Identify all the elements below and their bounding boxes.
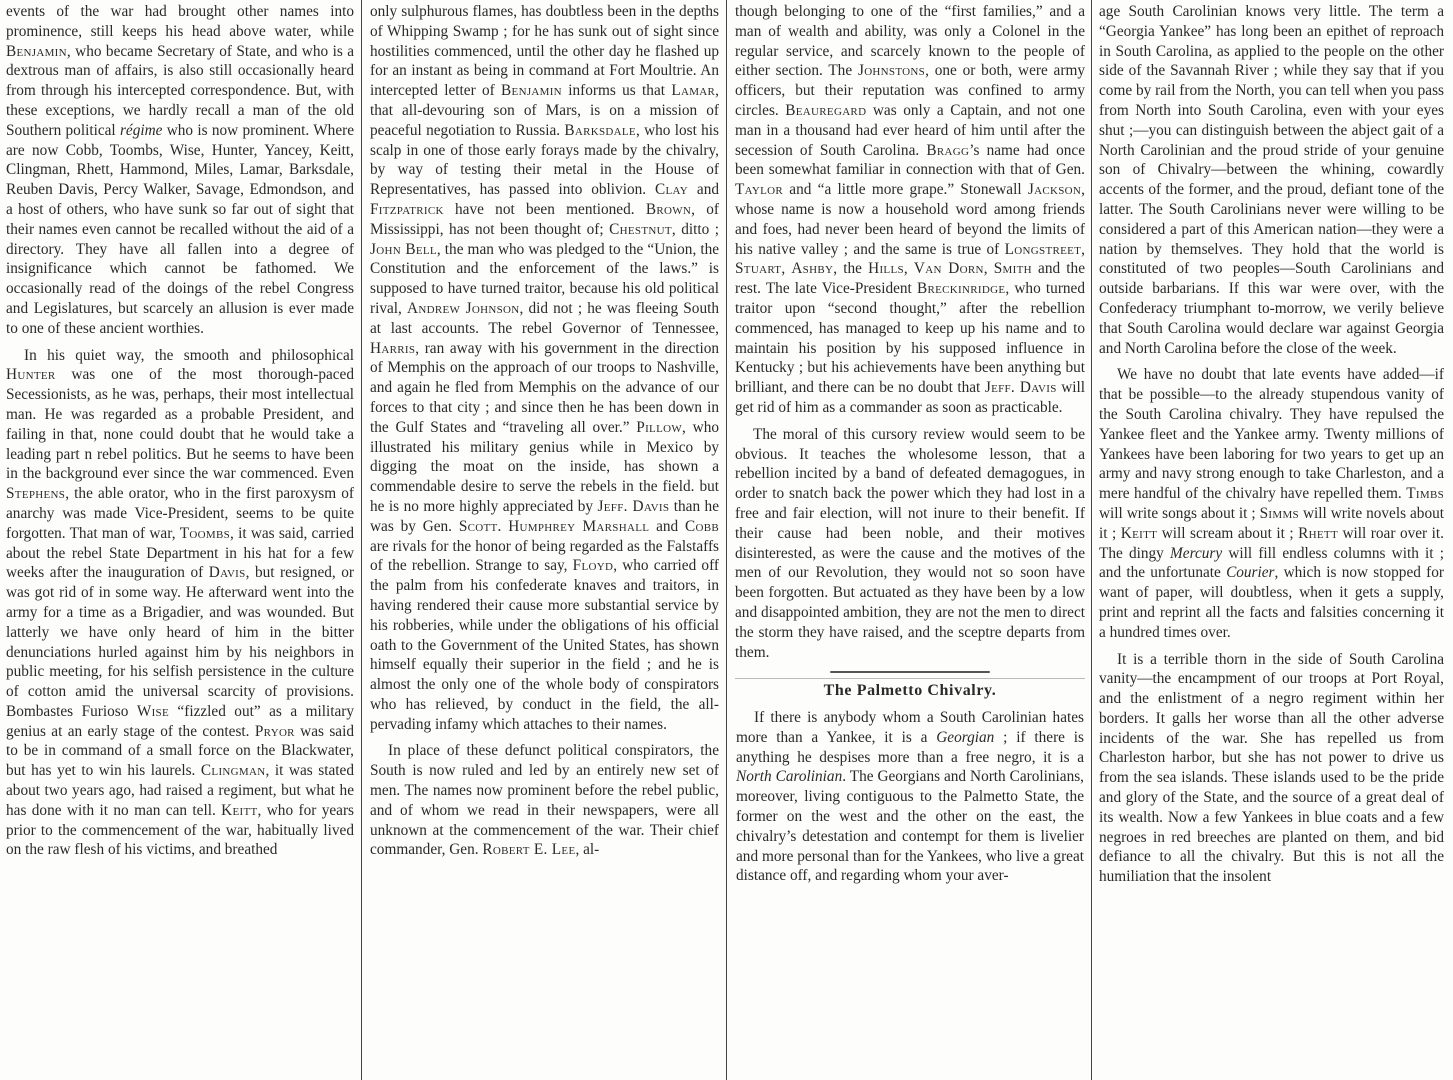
text-run: , who became Secretary of State, and who is a dextrous man of affairs, is also still occasionally heard from through his intercepted correspondence. But, with these exceptions, we hardly recall a man of the old Southern political [6, 42, 354, 139]
proper-name: Barksdale [564, 121, 636, 139]
text-run: ’s name had once been somewhat familiar in connection with that of Gen. [735, 141, 1085, 179]
proper-name: Humphrey Marshall [508, 517, 650, 535]
text-run: , who turned traitor upon “second thought,” after the rebellion commenced, has managed to keep up his name and to maintain his position by his supposed influence in Kentucky ; but his achievements have been anything but brilliant, and there can be no doubt that [735, 280, 1085, 397]
text-run: , al- [575, 841, 600, 859]
proper-name: Keitt [1120, 524, 1158, 542]
paragraph [1099, 365, 1444, 642]
proper-name: Cobb [684, 517, 719, 535]
text-run: have not been mentioned. [443, 200, 646, 218]
text-run: age South Carolinian knows very little. The term a “Georgia Yankee” has long been an epithet of reproach in South Carolina, as applied to the people on the other side of the Savannah River ; while they say that if you come by rail from the North, you can tell when you pass from North into South Carolina, even with your eyes shut ;—you can distinguish between the abject gait of a North Carolinian and the proud stride of your genuine son of Chivalry—between the whining, cowardly accents of the former, and the proud, defiant tone of the latter. The South Carolinians never were willing to be considered a part of this American nation—they were a nation by themselves. They hold that the world is constituted of two peoples—South Carolinians and outside barbarians. If this war were over, with the Confederacy triumphant to-morrow, we verily believe that South Carolina would declare war against Georgia and North Carolina before the close of the week. [1099, 3, 1444, 357]
proper-name: Van Dorn [913, 260, 984, 278]
paragraph [736, 708, 1084, 886]
text-run: , the man who was pledged to the “Union, the Constitution and the enforcement of the laws.” is supposed to have turned traitor, because his old political rival, [370, 240, 719, 317]
text-run: We have no doubt that late events have added—if that be possible—to the already stupendous vanity of the South Carolina chivalry. They have repulsed the Yankee fleet and the Yankee army. Twenty millions of Yankees have been laboring for two years to get up an army and navy strong enough to take Charleston, and a mere handful of the chivalry have repelled them. [1099, 366, 1444, 503]
text-run: , [781, 260, 792, 278]
proper-name: Scott [458, 517, 498, 535]
proper-name: Wise [136, 702, 169, 720]
column-rule [1091, 0, 1092, 1080]
text-run: informs us that [561, 82, 672, 100]
text-run: , that all-devouring son of Mars, is on a mission of peaceful negotiation to Russia. [370, 82, 719, 139]
text-run: . [497, 517, 509, 535]
column-rule [361, 0, 362, 1080]
paragraph [6, 346, 354, 861]
section-heading: The Palmetto Chivalry. [823, 682, 997, 700]
paragraph [370, 2, 719, 734]
proper-name: Chestnut [609, 220, 672, 238]
italic-text: Mercury [1170, 544, 1223, 562]
column-1 [6, 2, 354, 1080]
text-run: , who for years prior to the commencement of the war, habitually lived on the raw flesh of his victims, and breathed [6, 801, 354, 859]
text-run: . The Georgians and North Carolinians, moreover, living contiguous to the Palmetto State, the former on the west and the other on the east, the chivalry’s detestation and contempt for them is livelier and more personal than for the Yankees, who live a great distance off, and regarding whom your aver- [736, 768, 1084, 885]
column-3 [735, 2, 1085, 1080]
proper-name: Floyd [572, 557, 614, 575]
proper-name: Timbs [1406, 485, 1444, 503]
section-divider [830, 671, 990, 673]
text-run: , whose name is now a household word among friends and foes, had never been heard of beyond the limits of his native valley ; and the same is true of [735, 181, 1085, 258]
text-run: , but resigned, or was got rid of in some way. He afterward went into the army for a time as a Brigadier, and was wounded. But latterly we have only heard of him in the bitter denunciations hurled against him by his neighbors in public meeting, for his selfish persistence in the culture of cotton amid the universal scarcity of provisions. Bombastes Furioso [6, 564, 354, 720]
text-run: , one or both, were army officers, but their reputation was confined to army circles. [735, 62, 1085, 119]
text-run: will get rid of him as a commander as soon as practicable. [735, 379, 1085, 416]
proper-name: Simms [1259, 504, 1299, 522]
text-run: , [1081, 240, 1085, 258]
proper-name: Hills [868, 260, 904, 278]
text-run: was only a Captain, and not one man in a thousand had ever heard of him until after the secession of South Carolina. [735, 101, 1085, 159]
text-run: will scream about it ; [1157, 524, 1299, 542]
proper-name: Jackson [1027, 181, 1082, 199]
proper-name: Benjamin [6, 42, 67, 60]
italic-text: Georgian [936, 728, 995, 746]
text-run: was one of the most thorough-paced Secessionists, as he was, perhaps, their most intellectual man. He was regarded as a probable President, and failing in that, none could doubt that he would take a leading part n rebel politics. But he seems to have been in the background ever since the war commenced. Even [6, 366, 354, 483]
proper-name: Clingman [200, 762, 266, 780]
column-3-article [735, 2, 1085, 662]
text-run: ; if there is anything he despises more than a free negro, it is a [736, 728, 1084, 766]
text-run: and [688, 181, 719, 199]
text-run: , the [833, 260, 869, 278]
proper-name: Andrew Johnson [407, 299, 520, 317]
text-run: In place of these defunct political conspirators, the South is now ruled and led by an entirely new set of men. The names now prominent before the rebel public, and of whom we read in their newspapers, were all unknown at the commencement of the war. Their chief commander, Gen. [370, 742, 719, 859]
proper-name: Smith [993, 260, 1032, 278]
proper-name: Brown [645, 200, 692, 218]
proper-name: Stuart [735, 260, 782, 278]
text-run: was said to be in command of a small force on the Blackwater, but has yet to win his laurels. [6, 722, 354, 780]
text-run: are rivals for the honor of being regarded as the Falstaffs of the rebellion. Strange to say, [370, 537, 719, 575]
text-run: , who carried off the palm from his confederate knaves and traitors, in having rendered their cause more substantial service by his robberies, while under the obligations of his official oath to the Government of the United States, has shown himself equally their superior in the field ; and he is almost the only one of the whole body of conspirators who has relieved, by conduct in the field, the all-pervading infamy which attaches to their names. [370, 557, 719, 733]
proper-name: Hunter [6, 366, 56, 384]
text-run: , did not ; he was fleeing South at last accounts. The rebel Governor of Tennessee, [370, 299, 719, 337]
text-run: and “a little more grape.” Stonewall [783, 181, 1028, 199]
text-run: events of the war had brought other names into prominence, still keeps his head above water, while [6, 3, 354, 40]
proper-name: Fitzpatrick [370, 200, 444, 218]
column-4 [1099, 2, 1444, 1080]
text-run: The moral of this cursory review would seem to be obvious. It teaches the wholesome lesson, that a rebellion incited by a band of defeated demagogues, in order to snatch back the power which they had lost in a free and fair election, will not inure to their benefit. If their cause had been noble, and their motives disinterested, as were the cause and the motives of the men of our Revolution, they would not so soon have been forgotten. But actuated as they have been by a low and disappointed ambition, they are not the men to direct the storm they have raised, and the sceptre departs from them. [735, 425, 1085, 661]
proper-name: Harris [370, 339, 416, 357]
italic-text: Courier [1226, 564, 1275, 582]
section-body [736, 708, 1084, 886]
text-run: will write songs about it ; [1099, 504, 1260, 522]
proper-name: Keitt [221, 801, 258, 819]
text-run: , the able orator, who in the first paroxysm of anarchy was made Vice-President, seems to be quite forgotten. That man of war, [6, 485, 354, 542]
italic-text: régime [119, 121, 163, 139]
text-run: It is a terrible thorn in the side of South Carolina vanity—the encampment of our troops at Port Royal, and the enlistment of a negro regiment within her borders. It galls her worse than all the other adverse incidents of the war. She has repelled us from Charleston harbor, but she has not power to drive us from the sea islands. These islands used to be the pride and glory of the State, and the source of a great deal of its wealth. Now a few Yankees in blue coats and a few negroes in red breeches are planted on them, and bid defiance to all the chivalry. But this is not all the humiliation that the insolent [1099, 650, 1444, 886]
text-run: In his quiet way, the smooth and philosophical [24, 346, 354, 364]
text-run: only sulphurous flames, has doubtless been in the depths of Whipping Swamp ; for he has sunk out of sight since hostilities commenced, until the other day he flashed up for an instant as being in command at Fort Moultrie. An intercepted letter of [370, 3, 719, 100]
text-run: If there is anybody whom a South Carolinian hates more than a Yankee, it is a [736, 709, 1084, 746]
text-run: and [649, 517, 685, 535]
italic-text: North Carolinian [736, 768, 843, 786]
text-run: will roar over it. The dingy [1099, 524, 1444, 562]
paragraph [735, 2, 1085, 418]
text-run: and the rest. The late Vice-President [735, 260, 1085, 298]
text-run: , it was stated about two years ago, had raised a regiment, but what he has done with it no man can tell. [6, 762, 354, 819]
proper-name: Jeff. Davis [597, 497, 670, 515]
text-run: “fizzled out” as a military genius at an early stage of the contest. [6, 702, 354, 740]
proper-name: Johnstons [857, 62, 926, 80]
text-run: , of Mississippi, has not been thought of; [370, 200, 719, 238]
text-run: than he was by Gen. [370, 497, 719, 535]
text-run: will write novels about it ; [1099, 504, 1444, 542]
proper-name: Rhett [1298, 524, 1338, 542]
text-run: , who illustrated his military genius while in Mexico by digging the moat on the inside, has shown a commendable desire to serve the rebels in the field. but he is no more highly appreciated by [370, 418, 719, 515]
text-run: will fill endless columns with it ; and the unfortunate [1099, 544, 1444, 582]
text-run: , it was said, carried about the rebel State Department in his hat for a few weeks after the inauguration of [6, 524, 354, 582]
text-run: , [983, 260, 994, 278]
paragraph [1099, 2, 1444, 358]
proper-name: John Bell [370, 240, 437, 258]
text-run: , ran away with his government in the direction of Memphis on the approach of our troops to Nashville, and again he fled from Memphis on the advance of our forces to that city ; and since then he has been down in the Gulf States and “traveling all over.” [370, 339, 719, 436]
text-run: , ditto ; [671, 220, 719, 238]
text-run: , [903, 260, 914, 278]
proper-name: Longstreet [1004, 240, 1082, 258]
proper-name: Taylor [735, 181, 784, 199]
paragraph [735, 425, 1085, 663]
column-2 [370, 2, 719, 1080]
proper-name: Clay [654, 181, 688, 199]
palmetto-chivalry-section [735, 678, 1085, 886]
proper-name: Ashby [791, 260, 834, 278]
proper-name: Pillow [636, 418, 683, 436]
proper-name: Bragg [926, 141, 970, 159]
paragraph [370, 741, 719, 860]
proper-name: Pryor [254, 722, 295, 740]
proper-name: Jeff. Davis [984, 379, 1057, 397]
proper-name: Breckinridge [917, 280, 1006, 298]
proper-name: Benjamin [501, 82, 562, 100]
paragraph [1099, 650, 1444, 888]
proper-name: Robert E. Lee [482, 841, 576, 859]
column-rule [726, 0, 727, 1080]
text-run: though belonging to one of the “first families,” and a man of wealth and ability, was only a Colonel in the regular service, and scarcely known to the people of either section. The [735, 3, 1085, 80]
proper-name: Beauregard [785, 101, 867, 119]
proper-name: Toombs [179, 524, 231, 542]
proper-name: Davis [208, 564, 246, 582]
text-run: , which is now stopped for want of paper, will doubtless, when it gets a supply, print and reprint all the facts and falsities concerning it a hundred times over. [1099, 564, 1444, 641]
paragraph [6, 2, 354, 339]
text-run: who is now prominent. Where are now Cobb, Toombs, Wise, Hunter, Yancey, Keitt, Clingman, Rhett, Hammond, Miles, Lamar, Barksdale, Reuben Davis, Percy Walker, Savage, Edmondson, and a host of others, who have sunk so far out of sight that their names even cannot be recalled without the aid of a directory. They have all fallen into a degree of insignificance which cannot be fathomed. We occasionally read of the doings of the rebel Congress and Legislatures, but scarcely an allusion is ever made to one of these ancient worthies. [6, 121, 354, 337]
proper-name: Lamar [671, 82, 716, 100]
text-run: , who lost his scalp in one of those early forays made by the chivalry, by way of testing their metal in the House of Representatives, has passed into oblivion. [370, 121, 719, 199]
proper-name: Stephens [6, 485, 66, 503]
